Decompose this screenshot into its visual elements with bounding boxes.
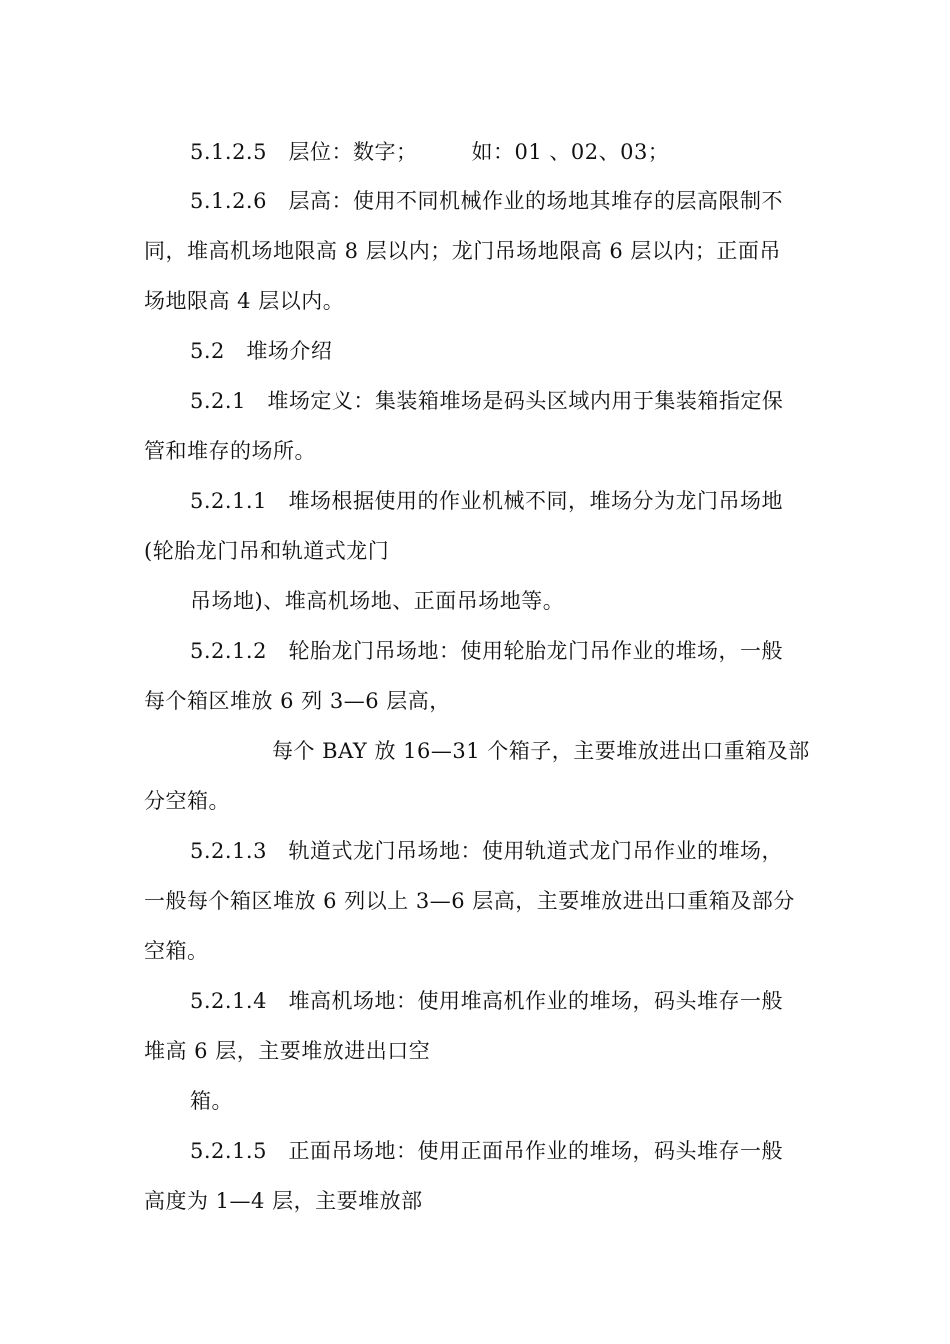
text-line-2: 5.1.2.6 层高：使用不同机械作业的场地其堆存的层高限制不	[190, 189, 783, 213]
text-line-11: 5.2.1.2 轮胎龙门吊场地：使用轮胎龙门吊作业的堆场，一般	[190, 639, 783, 663]
text-line-19: 堆高 6 层，主要堆放进出口空	[144, 1039, 431, 1063]
text-line-4: 场地限高 4 层以内。	[144, 289, 345, 313]
text-line-21: 5.2.1.5 正面吊场地：使用正面吊作业的堆场，码头堆存一般	[190, 1139, 783, 1163]
text-line-9: (轮胎龙门吊和轨道式龙门	[144, 539, 390, 563]
text-line-15: 5.2.1.3 轨道式龙门吊场地：使用轨道式龙门吊作业的堆场，	[190, 839, 783, 863]
text-line-6: 5.2.1 堆场定义：集装箱堆场是码头区域内用于集装箱指定保	[190, 389, 784, 413]
text-line-7: 管和堆存的场所。	[144, 439, 316, 463]
section-heading: 5.2 堆场介绍	[190, 339, 333, 363]
text-line-14: 分空箱。	[144, 789, 230, 813]
text-line-20: 箱。	[190, 1089, 233, 1113]
text-line-18: 5.2.1.4 堆高机场地：使用堆高机作业的堆场，码头堆存一般	[190, 989, 783, 1013]
text-line-10: 吊场地)、堆高机场地、正面吊场地等。	[190, 589, 565, 613]
text-line-13: 每个 BAY 放 16—31 个箱子，主要堆放进出口重箱及部	[272, 739, 810, 763]
text-line-16: 一般每个箱区堆放 6 列以上 3—6 层高，主要堆放进出口重箱及部分	[144, 889, 795, 913]
text-line-22: 高度为 1—4 层，主要堆放部	[144, 1189, 423, 1213]
text-line-8: 5.2.1.1 堆场根据使用的作业机械不同，堆场分为龙门吊场地	[190, 489, 783, 513]
text-line-17: 空箱。	[144, 939, 209, 963]
text-line-1: 5.1.2.5 层位：数字； 如：01 、02、03；	[190, 140, 670, 164]
text-line-3: 同，堆高机场地限高 8 层以内；龙门吊场地限高 6 层以内；正面吊	[144, 239, 781, 263]
text-line-12: 每个箱区堆放 6 列 3—6 层高，	[144, 689, 451, 713]
